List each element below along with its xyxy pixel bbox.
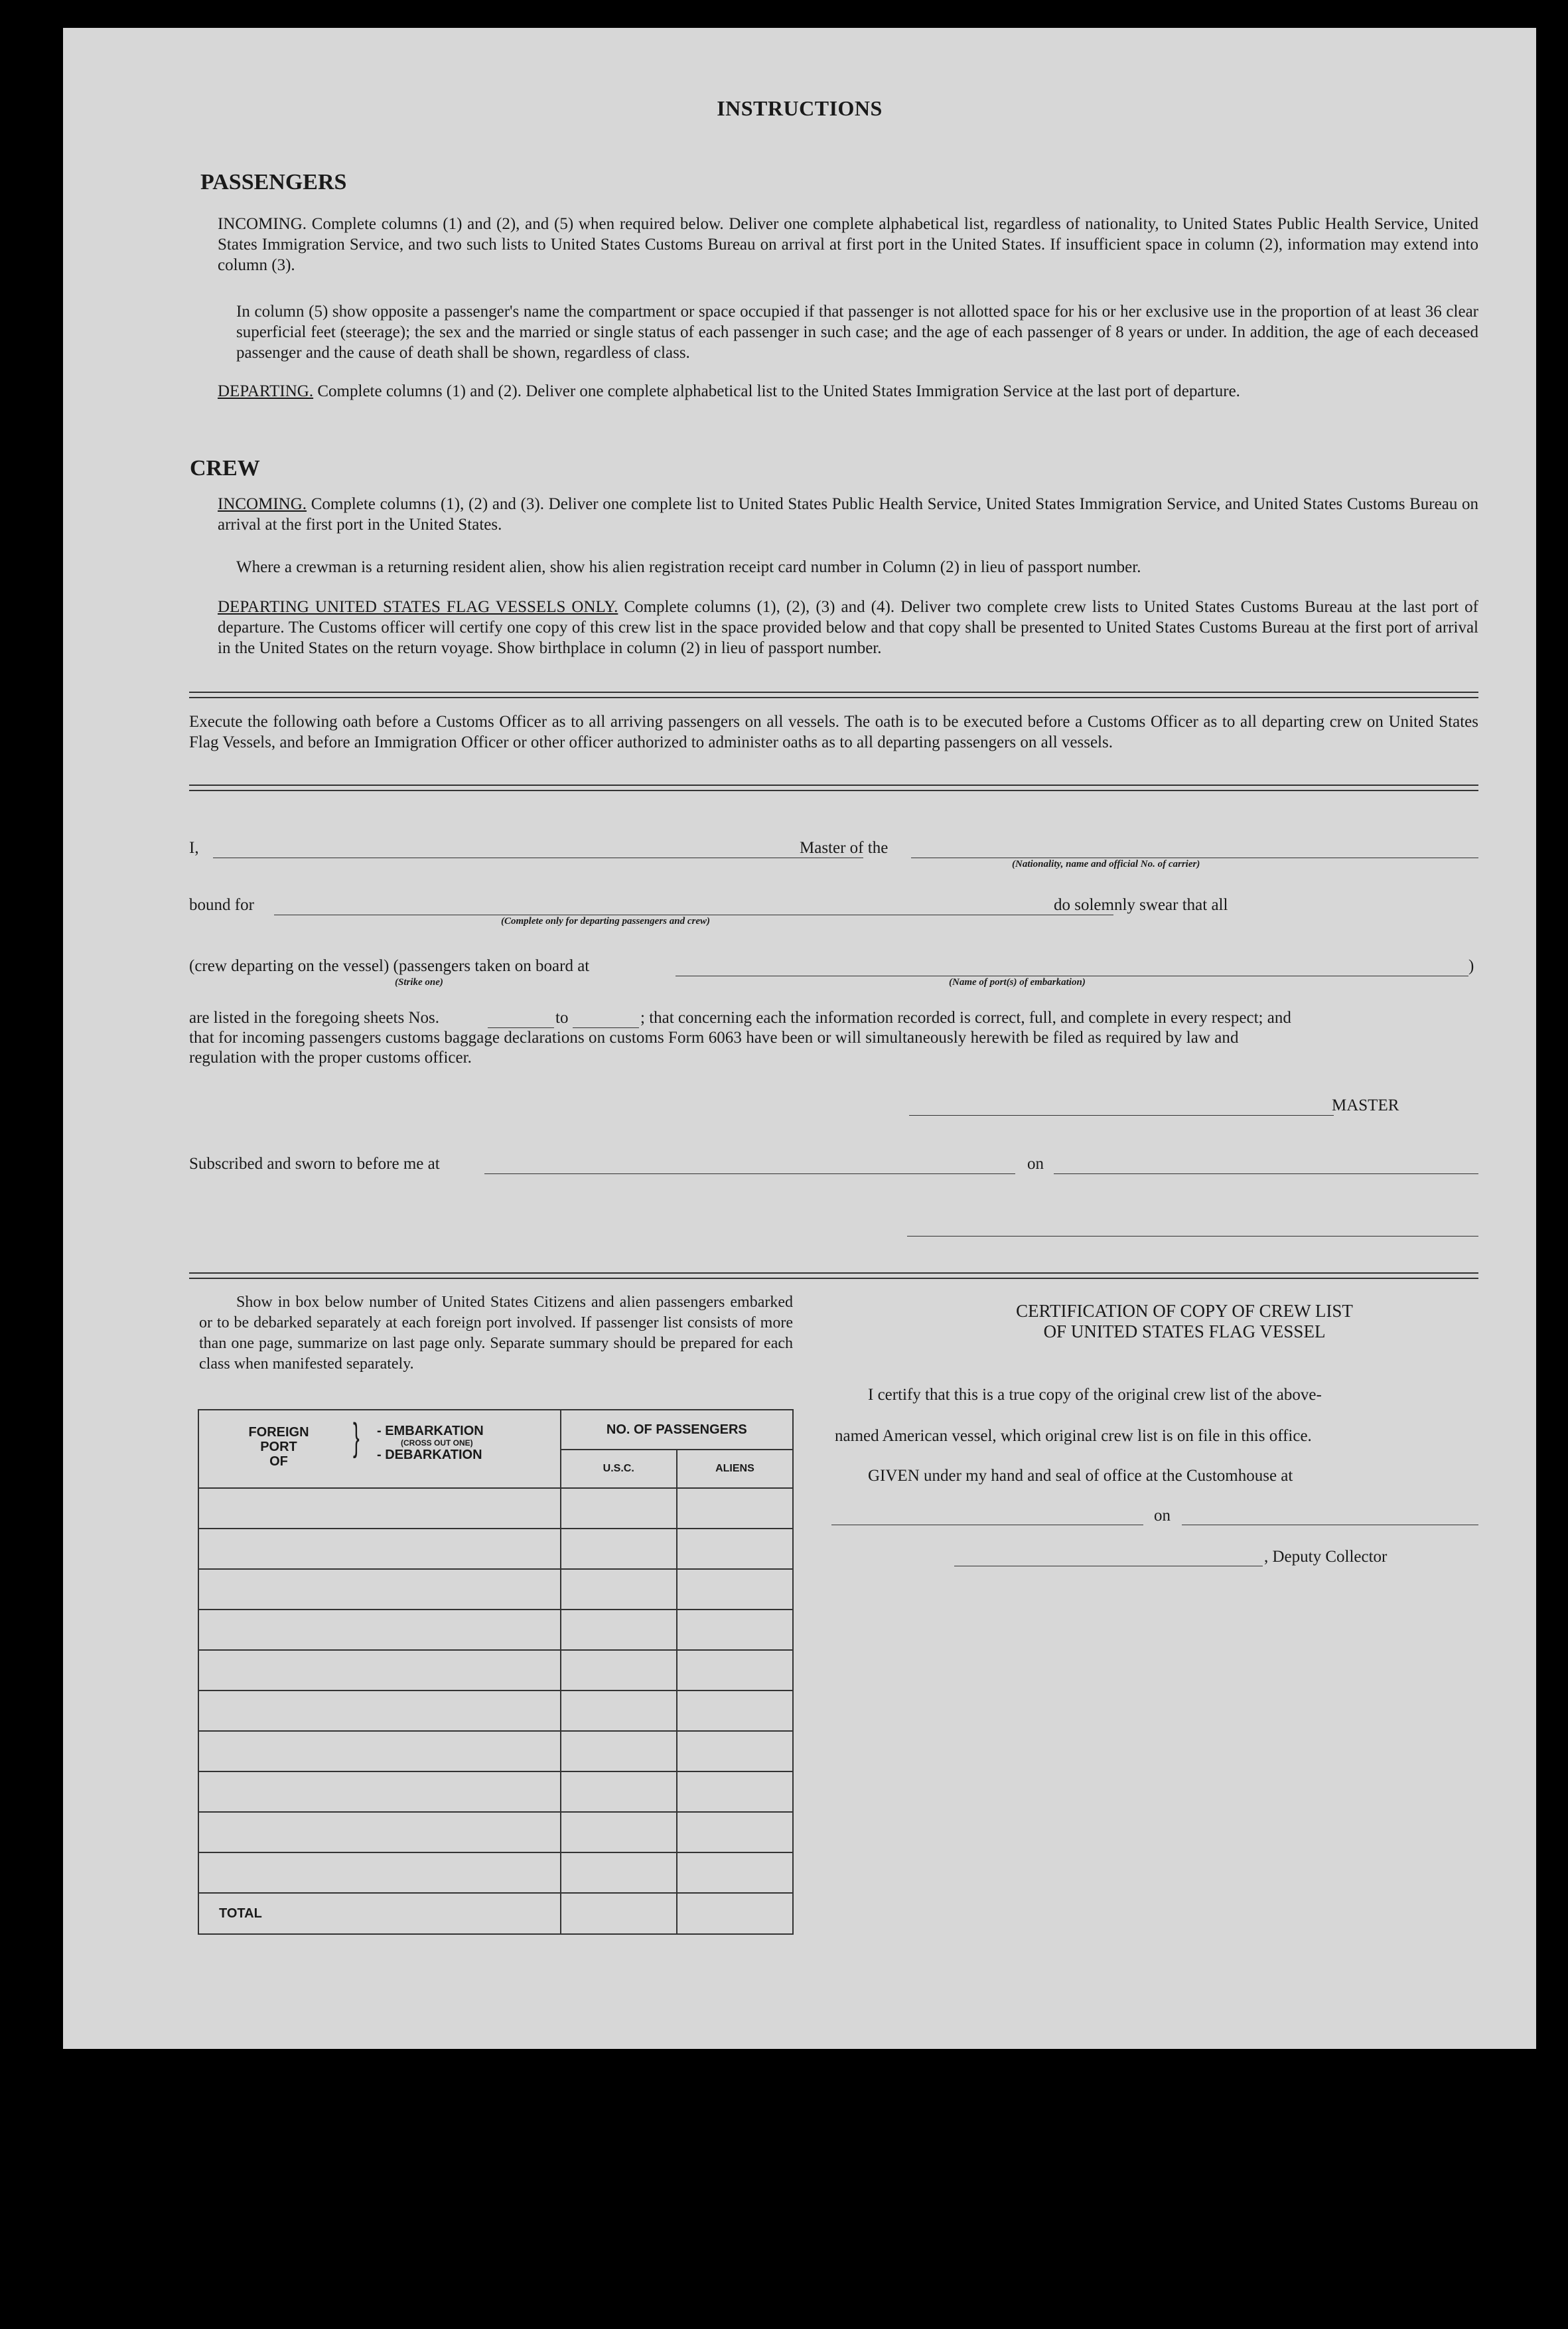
- certification-title-line2: OF UNITED STATES FLAG VESSEL: [1043, 1321, 1326, 1341]
- listed-suffix: ; that concerning each the information recorded is correct, full, and complete in every respect; and: [640, 1009, 1291, 1027]
- oath-instructions: Execute the following oath before a Customs Officer as to all arriving passengers on all vessels. The oath is to be executed before a Customs Officer as to all departing crew on United States Flag Vessels, and before an Immigration Officer or other officer authorized to administer oaths as to all departing passengers on all vessels.: [189, 713, 1478, 751]
- table-row: [198, 1852, 793, 1893]
- usc-cell[interactable]: [561, 1529, 677, 1569]
- passengers-incoming-text: Complete columns (1) and (2), and (5) when required below. Deliver one complete alphabetical list, regardless of nationality, to United States Public Health Service, United States Immigration Service, and two such lists to United States Customs Bureau on arrival at first port in the United States. If insufficient space in column (2), information may extend into column (3).: [218, 215, 1479, 274]
- divider: [189, 692, 1478, 698]
- crew-heading: CREW: [190, 456, 260, 481]
- listed-line3: regulation with the proper customs officer.: [189, 1049, 472, 1067]
- master-label: MASTER: [1332, 1096, 1399, 1114]
- crew-incoming-paragraph: [218, 494, 1478, 535]
- passengers-incoming-paragraph: [218, 214, 1478, 275]
- table-row: [198, 1690, 793, 1731]
- usc-cell[interactable]: [561, 1610, 677, 1650]
- aliens-cell[interactable]: [677, 1690, 793, 1731]
- passenger-summary-table: [198, 1409, 794, 1935]
- port-cell[interactable]: [198, 1771, 561, 1812]
- port-cell[interactable]: [198, 1569, 561, 1610]
- crew-incoming-label: INCOMING.: [218, 495, 307, 513]
- table-row: [198, 1529, 793, 1569]
- total-usc-cell[interactable]: [561, 1893, 677, 1934]
- of-label: OF: [269, 1454, 288, 1469]
- total-aliens-cell[interactable]: [677, 1893, 793, 1934]
- embarkation-label: - EMBARKATION: [377, 1424, 484, 1438]
- port-cell[interactable]: [198, 1529, 561, 1569]
- port-cell[interactable]: [198, 1812, 561, 1852]
- deputy-label: , Deputy Collector: [1264, 1548, 1388, 1566]
- sheet-from-field[interactable]: [488, 1027, 554, 1028]
- usc-header: U.S.C.: [561, 1450, 677, 1488]
- close-paren: ): [1468, 957, 1474, 975]
- aliens-cell[interactable]: [677, 1610, 793, 1650]
- bound-for-hint: (Complete only for departing passengers and crew): [501, 916, 710, 927]
- passengers-departing-paragraph: [218, 381, 1478, 402]
- sworn-on-label: on: [1027, 1155, 1044, 1173]
- port-label: PORT: [260, 1440, 297, 1454]
- usc-cell[interactable]: [561, 1569, 677, 1610]
- table-row: [198, 1569, 793, 1610]
- cross-out-label: (CROSS OUT ONE): [401, 1438, 473, 1448]
- master-signature-field[interactable]: [909, 1115, 1334, 1116]
- aliens-header: ALIENS: [677, 1450, 793, 1488]
- subscribed-label: Subscribed and sworn to before me at: [189, 1155, 440, 1173]
- crew-departing-label: (crew departing on the vessel) (passengers taken on board at: [189, 957, 590, 975]
- foreign-label: FOREIGN: [248, 1425, 309, 1440]
- page-title: INSTRUCTIONS: [717, 96, 883, 120]
- crew-departing-paragraph: [218, 597, 1478, 658]
- listed-line2: that for incoming passengers customs baggage declarations on customs Form 6063 have been or will simultaneously herewith be filed as required by law and: [189, 1029, 1239, 1047]
- summary-instructions: Show in box below number of United States Citizens and alien passengers embarked or to be debarked separately at each foreign port involved. If passenger list consists of more than one page, summarize on last page only. Separate summary should be prepared for each class when manifested separately.: [199, 1294, 793, 1373]
- aliens-cell[interactable]: [677, 1731, 793, 1771]
- strike-one-hint: (Strike one): [395, 977, 443, 988]
- officer-signature-field[interactable]: [907, 1236, 1478, 1237]
- sheet-to-field[interactable]: [573, 1027, 639, 1028]
- aliens-cell[interactable]: [677, 1529, 793, 1569]
- table-row: [198, 1731, 793, 1771]
- oath-i-label: I,: [189, 839, 199, 857]
- aliens-cell[interactable]: [677, 1569, 793, 1610]
- aliens-cell[interactable]: [677, 1488, 793, 1529]
- crew-resident-paragraph: Where a crewman is a returning resident alien, show his alien registration receipt card number in Column (2) in lieu of passport number.: [236, 558, 1141, 576]
- master-of-label: Master of the: [800, 839, 889, 857]
- aliens-cell[interactable]: [677, 1812, 793, 1852]
- table-row: [198, 1771, 793, 1812]
- listed-prefix: are listed in the foregoing sheets Nos.: [189, 1009, 439, 1027]
- certify-line1: I certify that this is a true copy of the original crew list of the above-: [868, 1386, 1322, 1404]
- table-row: [198, 1488, 793, 1529]
- listed-to: to: [555, 1009, 569, 1027]
- table-row: [198, 1650, 793, 1690]
- usc-cell[interactable]: [561, 1771, 677, 1812]
- foreign-port-header: [198, 1410, 561, 1488]
- debarkation-label: - DEBARKATION: [377, 1448, 482, 1462]
- passengers-heading: PASSENGERS: [200, 170, 347, 194]
- aliens-cell[interactable]: [677, 1771, 793, 1812]
- cert-on-label: on: [1154, 1507, 1171, 1525]
- sworn-place-field[interactable]: [484, 1173, 1015, 1174]
- port-cell[interactable]: [198, 1852, 561, 1893]
- port-cell[interactable]: [198, 1731, 561, 1771]
- nationality-hint: (Nationality, name and official No. of carrier): [1012, 859, 1200, 869]
- passengers-departing-text: Complete columns (1) and (2). Deliver one complete alphabetical list to the United States Immigration Service at the last port of departure.: [317, 382, 1240, 400]
- usc-cell[interactable]: [561, 1690, 677, 1731]
- crew-departing-label: DEPARTING UNITED STATES FLAG VESSELS ONLY.: [218, 598, 618, 616]
- aliens-cell[interactable]: [677, 1650, 793, 1690]
- port-cell[interactable]: [198, 1488, 561, 1529]
- passengers-departing-label: DEPARTING.: [218, 382, 314, 400]
- brace-icon: }: [353, 1416, 360, 1459]
- divider: [189, 1272, 1478, 1279]
- ports-hint: (Name of port(s) of embarkation): [949, 977, 1086, 988]
- passengers-incoming-label: INCOMING.: [218, 215, 307, 233]
- no-passengers-header: NO. OF PASSENGERS: [561, 1410, 793, 1450]
- port-cell[interactable]: [198, 1690, 561, 1731]
- port-cell[interactable]: [198, 1610, 561, 1650]
- port-cell[interactable]: [198, 1650, 561, 1690]
- certification-title: [859, 1301, 1510, 1342]
- bound-for-label: bound for: [189, 896, 254, 914]
- usc-cell[interactable]: [561, 1731, 677, 1771]
- certify-line2: named American vessel, which original crew list is on file in this office.: [835, 1427, 1312, 1445]
- total-label: TOTAL: [198, 1893, 561, 1934]
- aliens-cell[interactable]: [677, 1852, 793, 1893]
- sworn-date-field[interactable]: [1054, 1173, 1478, 1174]
- crew-incoming-text: Complete columns (1), (2) and (3). Deliver one complete list to United States Public Health Service, United States Immigration Service, and United States Customs Bureau on arrival at the first port in the United States.: [218, 495, 1478, 534]
- passengers-column5-paragraph: In column (5) show opposite a passenger's name the compartment or space occupied if that passenger is not allotted space for his or her exclusive use in the proportion of at least 36 clear superficial feet (steerage); the sex and the married or single status of each passenger in such case; and the age of each passenger of 8 years or under. In addition, the age of each deceased passenger and the cause of death shall be shown, regardless of class.: [236, 303, 1478, 362]
- certification-title-line1: CERTIFICATION OF COPY OF CREW LIST: [1016, 1301, 1353, 1321]
- table-row: [198, 1610, 793, 1650]
- table-row: [198, 1812, 793, 1852]
- divider: [189, 785, 1478, 791]
- usc-cell[interactable]: [561, 1812, 677, 1852]
- usc-cell[interactable]: [561, 1852, 677, 1893]
- swear-label: do solemnly swear that all: [1054, 896, 1228, 914]
- usc-cell[interactable]: [561, 1650, 677, 1690]
- given-label: GIVEN under my hand and seal of office at the Customhouse at: [868, 1467, 1293, 1485]
- usc-cell[interactable]: [561, 1488, 677, 1529]
- crew-departing-text: Complete columns (1), (2), (3) and (4). Deliver two complete crew lists to United States Customs Bureau at the last port of departure. The Customs officer will certify one copy of this crew list in the space provided below and that copy shall be presented to United States Customs Bureau at the first port of arrival in the United States on the return voyage. Show birthplace in column (2) in lieu of passport number.: [218, 598, 1478, 657]
- form-page: [63, 28, 1536, 2049]
